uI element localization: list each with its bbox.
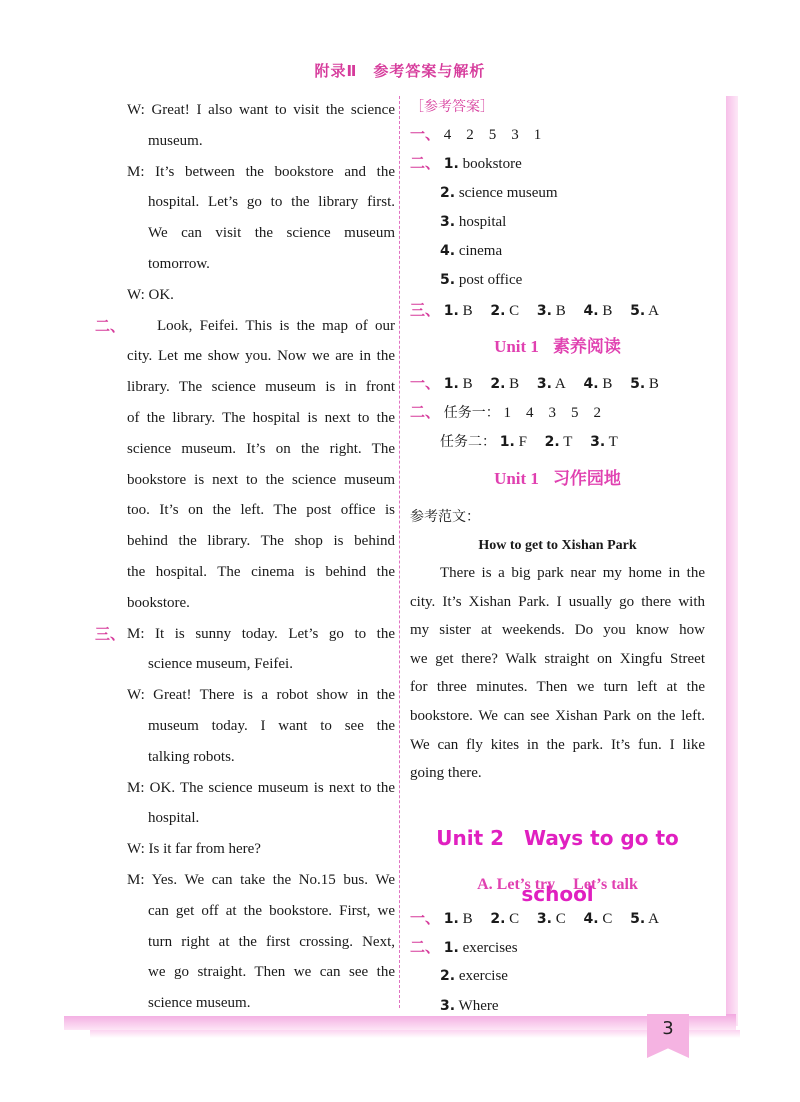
section-two-marker: 二、 (95, 316, 126, 335)
answer-key-title: ［参考答案］ (410, 99, 494, 115)
answer-text: post office (458, 272, 523, 289)
answer-number: 5. (440, 272, 456, 289)
answer-text: T (608, 433, 618, 450)
section-label: 习作园地 (552, 468, 621, 489)
dialogue-line: M: It’s between the bookstore and the (127, 163, 395, 180)
dialogue-line: M: OK. The science museum is next to the (127, 779, 395, 796)
dialogue-line: tomorrow. (148, 255, 210, 272)
answer-number: 4. (583, 910, 599, 927)
section-one-marker: 一、 (410, 125, 441, 143)
answer-text: C (555, 910, 566, 927)
answer-text: F (518, 433, 527, 450)
answer-text: exercises (462, 940, 518, 957)
passage-line: bookstore is next to the science museum (127, 471, 395, 488)
passage-line: too. It’s on the left. The post office is (127, 502, 395, 519)
dialogue-line: turn right at the first crossing. Next, (148, 933, 395, 950)
answer-number: 2. (440, 968, 456, 985)
dialogue-line: can get off at the bookstore. First, we (148, 902, 395, 919)
essay-title: How to get to Xishan Park (478, 537, 637, 553)
section-two-marker: 二、 (410, 403, 441, 422)
passage-line: library. The science museum is in front (127, 379, 395, 396)
answer-text: T (563, 433, 573, 450)
answer-text: C (509, 910, 520, 927)
passage-line: bookstore. (127, 594, 190, 611)
passage-line: Look, Feifei. This is the map of our (157, 317, 395, 334)
answer-number: 2. (490, 910, 506, 927)
answer-number: 2. (490, 302, 506, 319)
passage-line: science museum. It’s on the right. The (127, 440, 395, 457)
answer-text: A (648, 910, 659, 927)
section-three-marker: 三、 (95, 624, 126, 643)
answer-text: B (555, 302, 566, 319)
dialogue-line: W: Great! I also want to visit the science (127, 102, 395, 118)
answer-number: 3. (440, 997, 456, 1014)
answer-text: bookstore (462, 156, 522, 173)
essay-line: bookstore. We can see Xishan Park on the left. (410, 707, 705, 724)
answer-text: exercise (458, 968, 508, 985)
page-shadow-bottom-soft (90, 1030, 740, 1038)
unit-label: Unit 1 (494, 337, 539, 357)
unit-title-text: Ways to go to school (521, 825, 679, 906)
unit-label: Unit 1 (494, 468, 539, 488)
answer-number: 4. (583, 302, 599, 319)
answer-number: 1. (443, 940, 459, 957)
dialogue-line: science museum, Feifei. (148, 656, 293, 673)
column-divider (399, 96, 400, 1008)
answer-text: cinema (458, 243, 503, 260)
reading-section-title (410, 325, 705, 369)
part-label: Let’s talk (573, 875, 638, 893)
answer-text: B (509, 376, 520, 393)
answer-text: Where (458, 997, 499, 1014)
dialogue-line: hospital. (148, 810, 200, 827)
essay-line: going there. (410, 765, 482, 782)
dialogue-line: hospital. Let’s go to the library first. (148, 194, 395, 211)
essay-line: my sister at weekends. Do you know how (410, 622, 705, 639)
part-a-title (410, 866, 705, 904)
dialogue-line: W: Is it far from here? (127, 841, 261, 858)
sample-essay (410, 559, 705, 788)
answer-number: 2. (544, 433, 560, 450)
answer-number: 5. (630, 376, 646, 393)
answer-number: 3. (536, 910, 552, 927)
dialogue-line: M: It is sunny today. Let’s go to the (127, 625, 395, 642)
answer-number: 1. (443, 302, 459, 319)
answer-number: 1. (499, 433, 515, 450)
writing-section-title (410, 457, 705, 501)
answer-text: C (602, 910, 613, 927)
passage-first-line (95, 311, 395, 342)
answer-text: B (602, 302, 613, 319)
sample-essay-label: 参考范文： (410, 508, 480, 525)
task-two-label: 任务二： (440, 433, 496, 450)
left-column (95, 95, 395, 1019)
section-three-marker: 三、 (410, 300, 441, 319)
answer-text: B (462, 910, 473, 927)
answer-number: 1. (443, 376, 459, 393)
answer-number: 4. (583, 376, 599, 393)
passage-line: of the library. The hospital is next to the (127, 409, 395, 426)
answer-text: B (602, 376, 613, 393)
section-two-marker: 二、 (410, 938, 441, 957)
unit-label: Unit 2 (436, 825, 505, 850)
answer-number: 5. (630, 302, 646, 319)
answer-sequence: 4 2 5 3 1 (443, 127, 542, 143)
page-shadow-right (724, 96, 738, 1026)
dialogue-line: W: Great! There is a robot show in the (127, 687, 395, 704)
dialogue-line: science museum. (148, 995, 251, 1012)
page-number: 3 (662, 1018, 674, 1039)
answer-number: 3. (536, 302, 552, 319)
right-column (410, 94, 705, 1021)
section-label: 素养阅读 (552, 337, 621, 358)
answer-number: 3. (590, 433, 606, 450)
answer-number: 4. (440, 243, 456, 260)
answer-text: B (648, 376, 659, 393)
essay-line: city. It’s Xishan Park. I usually go there with (410, 593, 705, 610)
essay-line: There is a big park near my home in the (440, 564, 705, 581)
answer-text: hospital (458, 213, 507, 230)
passage-line: city. Let me show you. Now we are in the (127, 348, 395, 365)
essay-line: we get there? Walk straight on Xingfu Street (410, 650, 705, 667)
answer-number: 3. (536, 376, 552, 393)
answer-number: 2. (490, 376, 506, 393)
section-one-marker: 一、 (410, 908, 441, 927)
essay-line: for three minutes. Then we turn left at the (410, 679, 705, 696)
dialogue-first-line (95, 619, 395, 650)
answer-text: B (462, 302, 473, 319)
passage-line: the hospital. The cinema is behind the (127, 563, 395, 580)
task-one-label: 任务一： (443, 405, 500, 422)
dialogue-line: M: Yes. We can take the No.15 bus. We (127, 871, 395, 888)
section-one-marker: 一、 (410, 374, 441, 393)
dialogue-line: W: OK. (127, 286, 174, 303)
part-label: A. Let’s try (477, 875, 556, 893)
running-header: 附录Ⅱ 参考答案与解析 (314, 62, 486, 80)
dialogue-line: talking robots. (148, 748, 235, 765)
answer-text: science museum (458, 184, 558, 201)
passage-line: behind the library. The shop is behind (127, 533, 395, 550)
dialogue-line: museum today. I want to see the (148, 717, 395, 734)
answer-number: 5. (630, 910, 646, 927)
essay-line: We can fly kites in the park. It’s fun. I like (410, 736, 705, 753)
answer-number: 1. (443, 156, 459, 173)
dialogue-line: museum. (148, 132, 203, 149)
task-one-answers: 1 4 3 5 2 (503, 405, 602, 422)
answer-text: A (648, 302, 659, 319)
answer-number: 1. (443, 910, 459, 927)
dialogue-line: We can visit the science museum (148, 225, 395, 242)
answer-text: A (554, 376, 566, 393)
answer-number: 3. (440, 213, 456, 230)
answer-text: B (462, 376, 473, 393)
dialogue-line: we go straight. Then we can see the (148, 964, 395, 981)
answer-text: C (509, 302, 520, 319)
section-two-marker: 二、 (410, 154, 441, 173)
answer-number: 2. (440, 184, 456, 201)
